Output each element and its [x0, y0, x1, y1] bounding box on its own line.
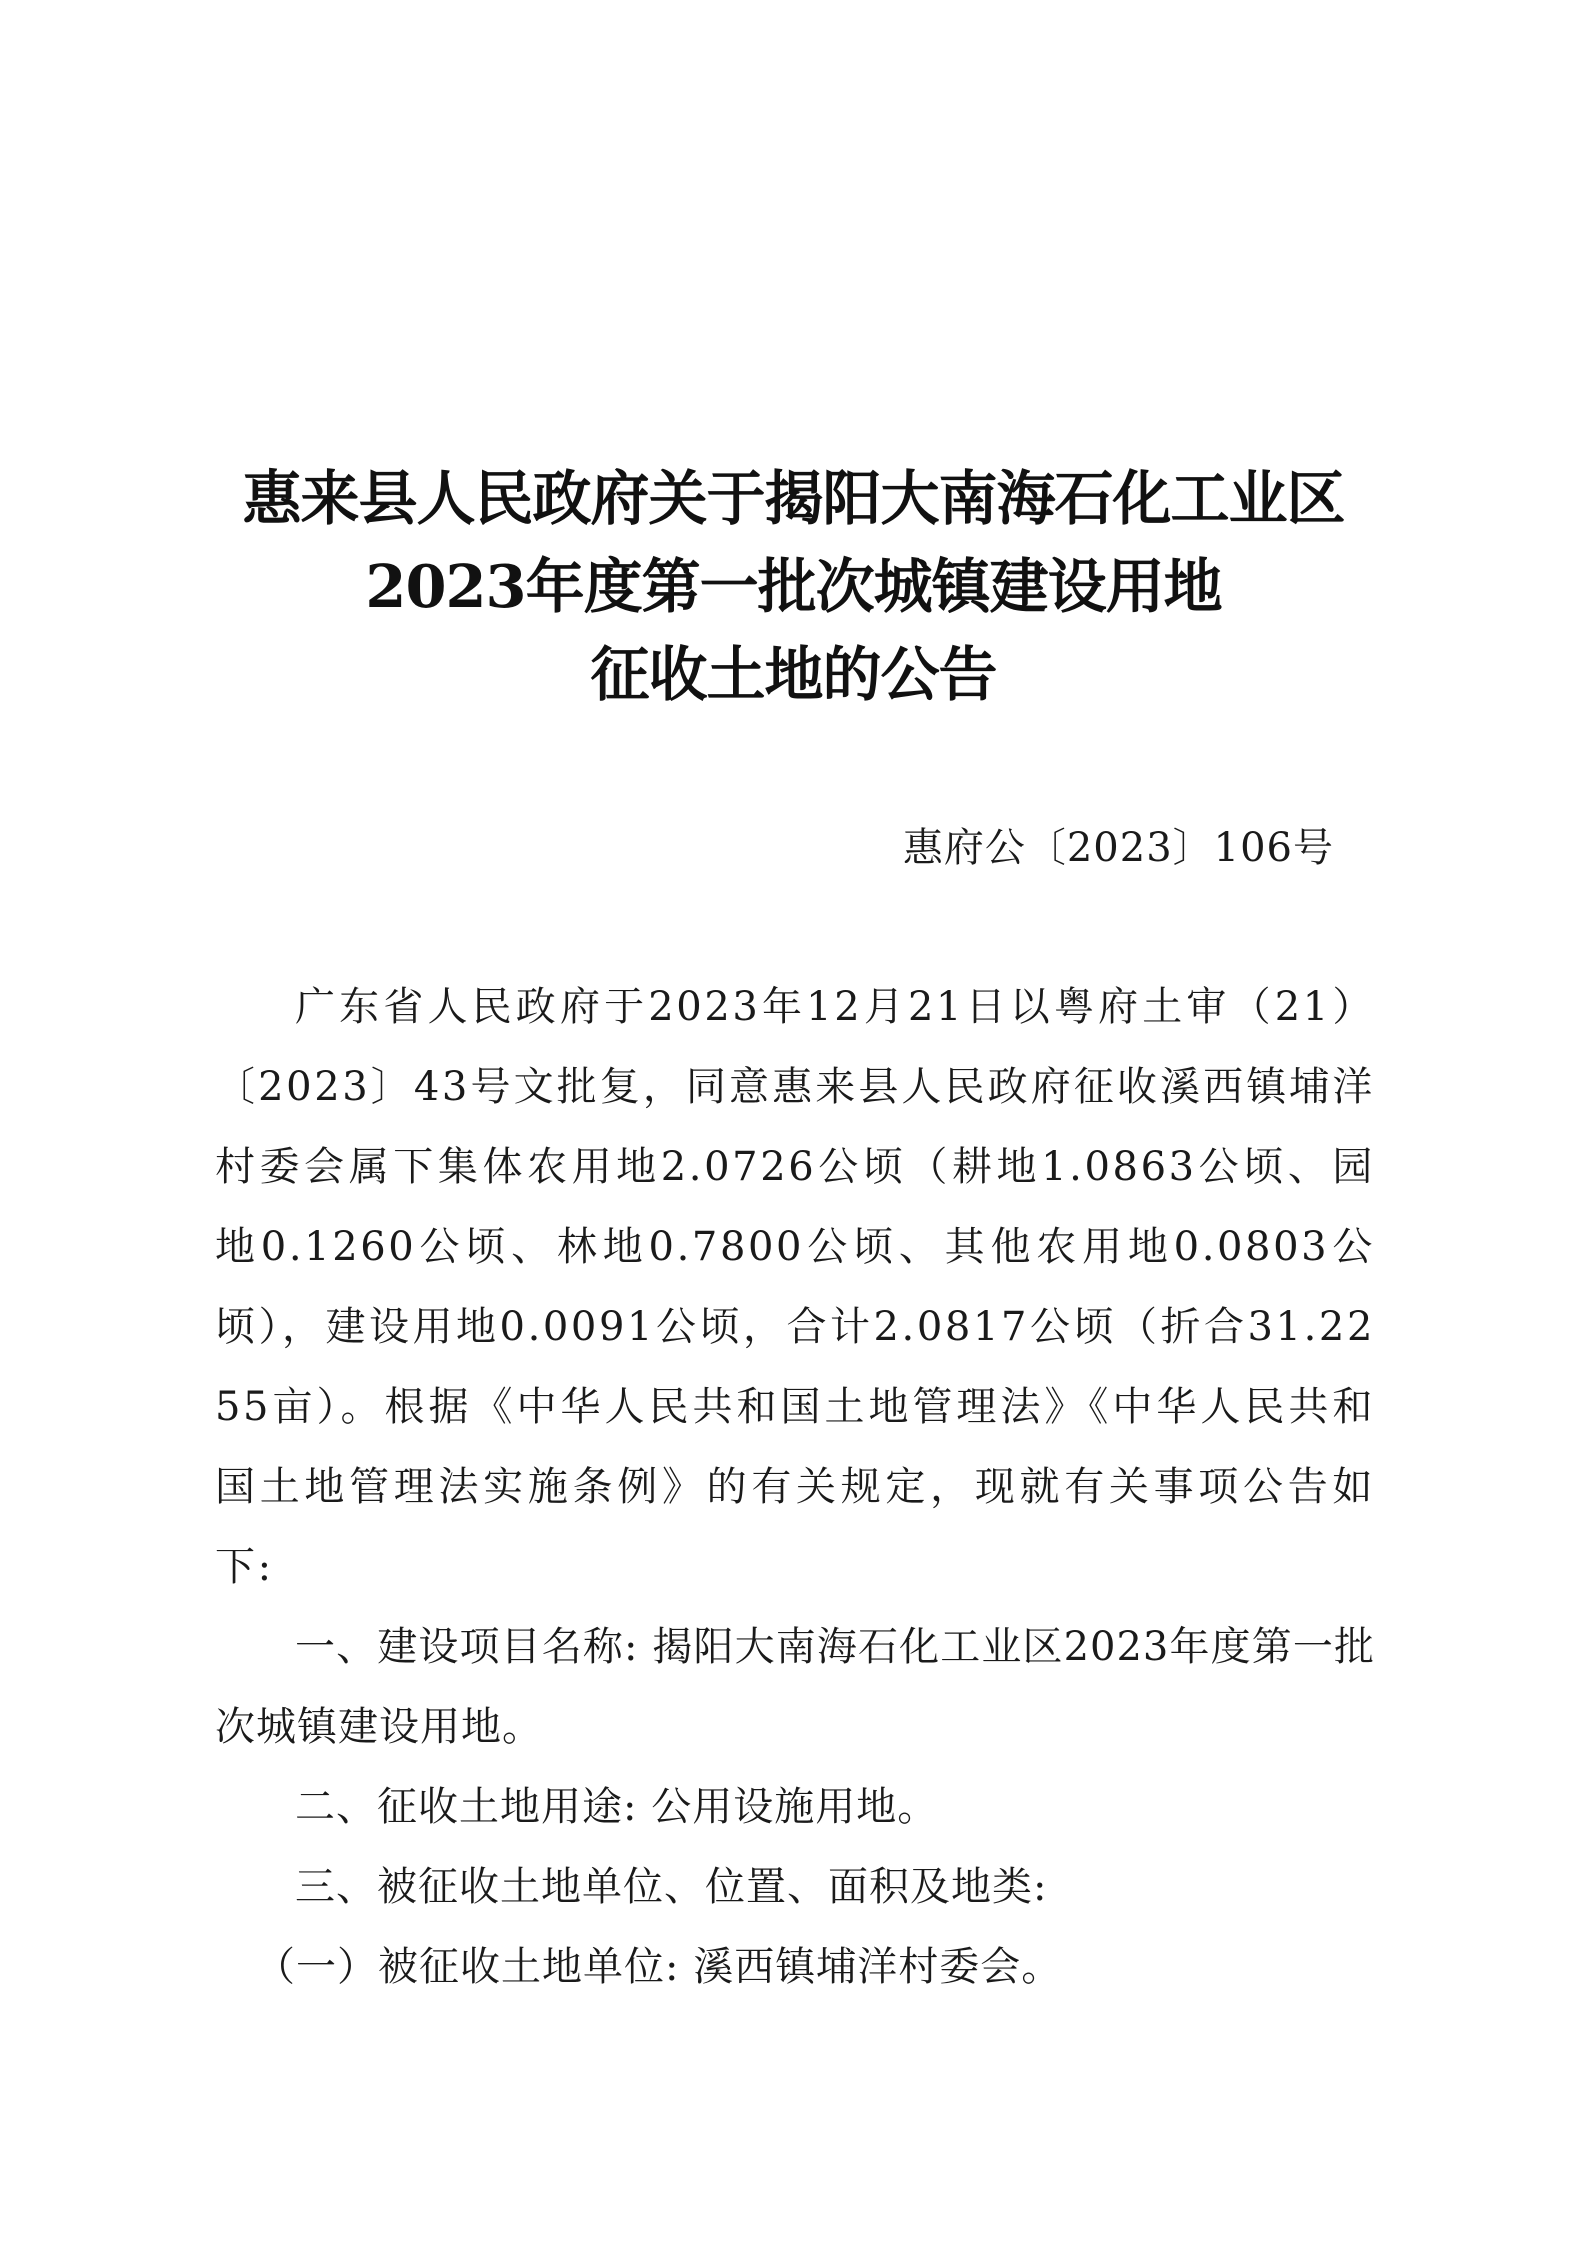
document-number: 惠府公〔2023〕106号	[902, 825, 1334, 871]
intro-paragraph: 广东省人民政府于2023年12月21日以粤府土审（21）〔2023〕43号文批复，同意惠来县人民政府征收溪西镇埔洋村委会属下集体农用地2.0726公顷（耕地1.0863公顷、园地0.1260公顷、林地0.7800公顷、其他农用地0.0803公顷），建设用地0.0091公顷，合计2.0817公顷（折合31.2255亩）。根据《中华人民共和国土地管理法》《中华人民共和国土地管理法实施条例》的有关规定，现就有关事项公告如下:	[215, 984, 1375, 1590]
title-line-2: 2023年度第一批次城镇建设用地	[365, 552, 1222, 621]
title-line-3: 征收土地的公告	[590, 640, 997, 709]
item-project-name: 一、建设项目名称: 揭阳大南海石化工业区2023年度第一批次城镇建设用地。	[215, 1624, 1375, 1750]
item-land-unit: （一）被征收土地单位: 溪西镇埔洋村委会。	[255, 1944, 1063, 1990]
title-line-1: 惠来县人民政府关于揭阳大南海石化工业区	[242, 464, 1345, 533]
item-land-use: 二、征收土地用途: 公用设施用地。	[295, 1784, 939, 1830]
item-land-unit-heading: 三、被征收土地单位、位置、面积及地类:	[295, 1864, 1048, 1910]
document-title	[0, 455, 1587, 719]
document-body	[215, 967, 1375, 2007]
